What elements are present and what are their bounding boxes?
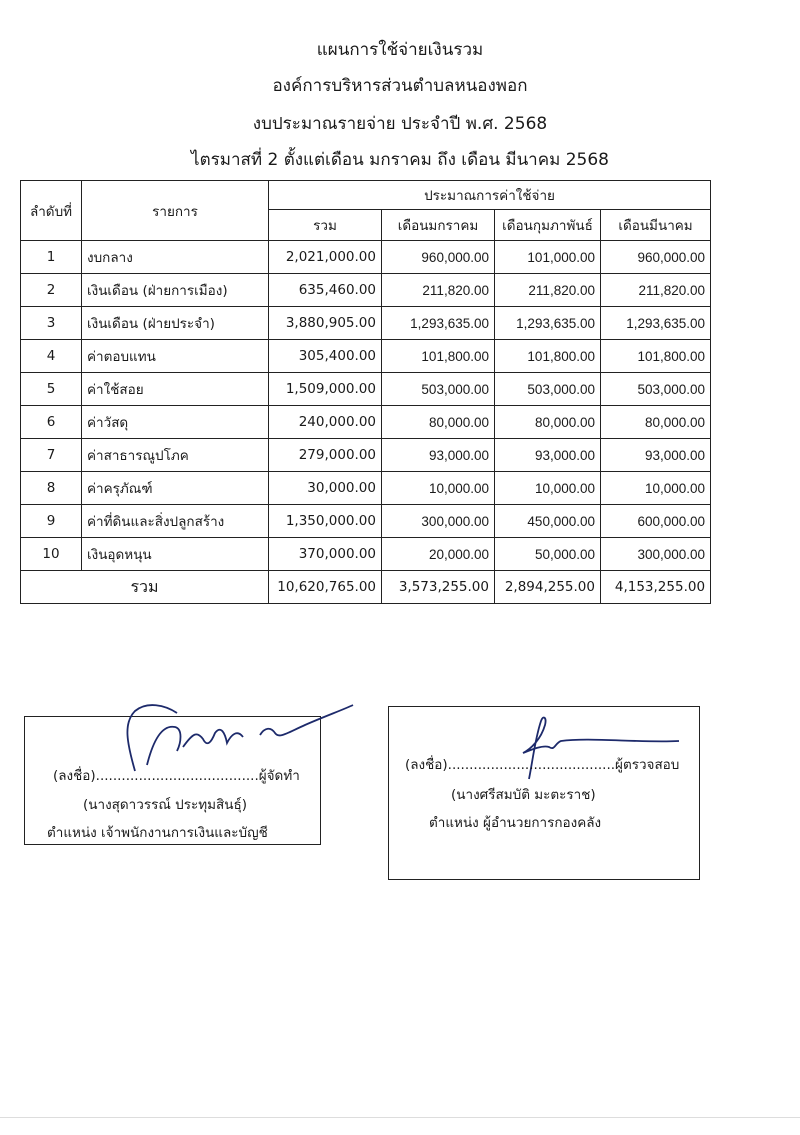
row-item: ค่าตอบแทน [82,340,269,373]
row-item: ค่าวัสดุ [82,406,269,439]
quarter-period: ไตรมาสที่ 2 ตั้งแต่เดือน มกราคม ถึง เดือน มีนาคม 2568 [191,150,609,170]
organization-name: องค์การบริหารส่วนตำบลหนองพอก [272,76,528,96]
table-row [21,538,711,571]
row-february: 503,000.00 [495,373,601,406]
row-february: 10,000.00 [495,472,601,505]
table-header-row [21,181,711,210]
row-february: 450,000.00 [495,505,601,538]
row-march: 101,800.00 [601,340,711,373]
row-january: 20,000.00 [382,538,495,571]
reviewer-name: (นางศรีสมบัติ มะตะราช) [451,787,596,803]
row-march: 503,000.00 [601,373,711,406]
row-number: 9 [21,505,82,538]
signature-box-reviewer [388,706,700,880]
row-march: 80,000.00 [601,406,711,439]
budget-table [20,180,711,604]
header-march: เดือนมีนาคม [601,210,711,241]
sum-february: 2,894,255.00 [495,571,601,604]
row-march: 300,000.00 [601,538,711,571]
row-total: 1,350,000.00 [269,505,382,538]
row-february: 93,000.00 [495,439,601,472]
row-item: เงินเดือน (ฝ่ายการเมือง) [82,274,269,307]
table-row [21,307,711,340]
page-edge-divider [0,1117,800,1118]
table-row [21,472,711,505]
row-total: 370,000.00 [269,538,382,571]
row-total: 240,000.00 [269,406,382,439]
row-january: 93,000.00 [382,439,495,472]
sum-row [21,571,711,604]
row-number: 6 [21,406,82,439]
row-march: 10,000.00 [601,472,711,505]
preparer-sign-line: (ลงชื่อ)......................................ผู้จัดทำ [53,768,300,784]
row-february: 80,000.00 [495,406,601,439]
table-body [21,241,711,571]
row-total: 305,400.00 [269,340,382,373]
table-row [21,340,711,373]
row-february: 1,293,635.00 [495,307,601,340]
header-estimate-group: ประมาณการค่าใช้จ่าย [269,181,711,210]
row-total: 635,460.00 [269,274,382,307]
preparer-position: ตำแหน่ง เจ้าพนักงานการเงินและบัญชี [47,825,268,841]
row-january: 960,000.00 [382,241,495,274]
row-january: 211,820.00 [382,274,495,307]
header-item: รายการ [82,181,269,241]
row-march: 1,293,635.00 [601,307,711,340]
row-february: 101,800.00 [495,340,601,373]
header-no: ลำดับที่ [21,181,82,241]
row-total: 1,509,000.00 [269,373,382,406]
row-number: 8 [21,472,82,505]
table-row [21,439,711,472]
row-item: งบกลาง [82,241,269,274]
sum-total: 10,620,765.00 [269,571,382,604]
row-january: 10,000.00 [382,472,495,505]
signature-box-preparer [24,716,321,845]
row-number: 10 [21,538,82,571]
table-row [21,274,711,307]
row-item: ค่าครุภัณฑ์ [82,472,269,505]
row-march: 600,000.00 [601,505,711,538]
row-number: 7 [21,439,82,472]
row-total: 30,000.00 [269,472,382,505]
sum-label: รวม [21,571,269,604]
document-title: แผนการใช้จ่ายเงินรวม [316,40,484,60]
header-february: เดือนกุมภาพันธ์ [495,210,601,241]
row-january: 503,000.00 [382,373,495,406]
sum-january: 3,573,255.00 [382,571,495,604]
row-total: 3,880,905.00 [269,307,382,340]
budget-year: งบประมาณรายจ่าย ประจำปี พ.ศ. 2568 [252,114,548,134]
row-item: เงินอุดหนุน [82,538,269,571]
row-number: 4 [21,340,82,373]
row-item: ค่าที่ดินและสิ่งปลูกสร้าง [82,505,269,538]
row-january: 1,293,635.00 [382,307,495,340]
row-item: ค่าใช้สอย [82,373,269,406]
reviewer-position: ตำแหน่ง ผู้อำนวยการกองคลัง [429,815,602,831]
row-february: 101,000.00 [495,241,601,274]
table-row [21,505,711,538]
row-march: 93,000.00 [601,439,711,472]
row-item: ค่าสาธารณูปโภค [82,439,269,472]
row-number: 5 [21,373,82,406]
row-february: 211,820.00 [495,274,601,307]
row-january: 101,800.00 [382,340,495,373]
row-number: 2 [21,274,82,307]
row-january: 80,000.00 [382,406,495,439]
handwritten-signature [489,709,689,789]
table-row [21,406,711,439]
row-number: 1 [21,241,82,274]
header-total: รวม [269,210,382,241]
table-row [21,373,711,406]
preparer-name: (นางสุดาวรรณ์ ประทุมสินธุ์) [83,797,247,813]
row-march: 960,000.00 [601,241,711,274]
sum-march: 4,153,255.00 [601,571,711,604]
row-march: 211,820.00 [601,274,711,307]
header-january: เดือนมกราคม [382,210,495,241]
row-number: 3 [21,307,82,340]
row-february: 50,000.00 [495,538,601,571]
row-item: เงินเดือน (ฝ่ายประจำ) [82,307,269,340]
row-total: 2,021,000.00 [269,241,382,274]
row-january: 300,000.00 [382,505,495,538]
row-total: 279,000.00 [269,439,382,472]
reviewer-sign-line: (ลงชื่อ).......................................ผู้ตรวจสอบ [405,757,680,773]
table-row [21,241,711,274]
